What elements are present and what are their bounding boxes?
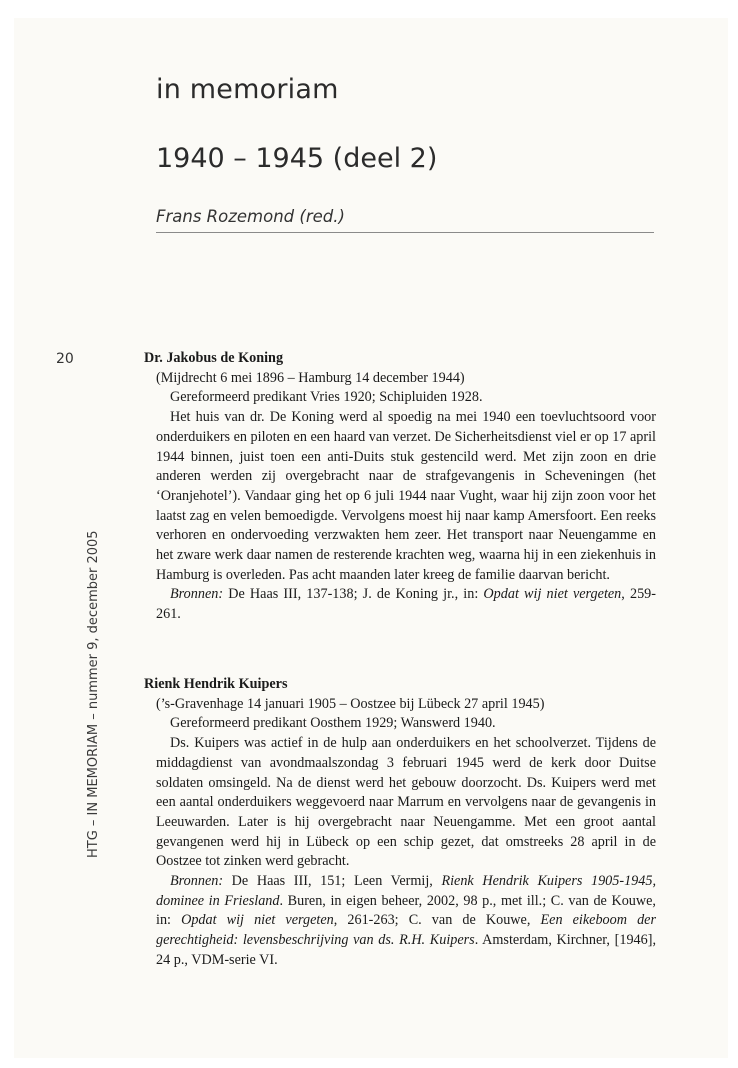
page-number: 20 bbox=[56, 351, 74, 367]
sources-label: Bronnen: bbox=[170, 873, 224, 890]
entry-body: Het huis van dr. De Koning werd al spoedig na mei 1940 een toevluchtsoord voor onderduikers en piloten en een haard van verzet. De Sicherheitsdienst viel er op 17 april 1944 binnen, juist toen een anti-Duits stuk gestencild werd. Met zijn zoon en drie anderen werden zij overgebracht naar de strafgevangenis in Scheveningen (het ‘Oranjehotel’). Vandaar ging het op 6 juli 1944 naar Vught, waar hij zijn zoon voor het laatst zag en velen bemoedigde. Vervolgens moest hij naar kamp Amersfoort. Een reeks verhoren en ondervoeding verzwakten hem zeer. Het transport naar Neuengamme en het zware werk daar namen de resterende krachten weg, waarna hij in een ziekenhuis in Hamburg is overleden. Pas acht maanden later kreeg de familie daarvan bericht. bbox=[156, 409, 656, 583]
article-title: 1940 – 1945 (deel 2) bbox=[156, 143, 438, 174]
title-rule bbox=[156, 232, 654, 233]
entry-body: Ds. Kuipers was actief in de hulp aan onderduikers en het schoolverzet. Tijdens de middagdienst van avondmaalszondag 3 februari 1945 werd de kerk door Duitse soldaten omsingeld. Na de dienst werd het gebouw doorzocht. Ds. Kuipers werd met een aantal onderduikers weggevoerd naar Marrum en vervolgens naar de gevangenis in Leeuwarden. Later is hij overgebracht naar Neuengamme. Met een groot aantal gevangenen werd hij in Lübeck op een schip gezet, dat omstreeks 28 april in de Oostzee tot zinken werd gebracht. bbox=[156, 735, 656, 870]
entry-sources bbox=[142, 872, 656, 971]
sources-title: Rienk Hendrik Kuipers 1905-1945, dominee in Friesland bbox=[156, 873, 657, 909]
entry-name: Rienk Hendrik Kuipers bbox=[144, 676, 288, 692]
entry-dates: (’s-Gravenhage 14 januari 1905 – Oostzee bij Lübeck 27 april 1945) bbox=[156, 695, 545, 712]
sources-text: . Amsterdam, Kirchner, [1946], 24 p., VDM-serie VI. bbox=[156, 932, 656, 968]
memorial-entry bbox=[142, 349, 656, 625]
entry-dates: (Mijdrecht 6 mei 1896 – Hamburg 14 december 1944) bbox=[156, 369, 465, 386]
memorial-entry bbox=[142, 675, 656, 971]
sources-title: Opdat wij niet vergeten bbox=[181, 912, 334, 929]
sources-text: De Haas III, 151; Leen Vermij, bbox=[231, 873, 433, 890]
section-label: in memoriam bbox=[156, 74, 339, 105]
sources-text: . Buren, in eigen beheer, 2002, 98 p., met ill.; C. van de Kouwe, in: bbox=[156, 892, 656, 929]
entry-name: Dr. Jakobus de Koning bbox=[144, 350, 284, 366]
entry-office: Gereformeerd predikant Oosthem 1929; Wanswerd 1940. bbox=[170, 715, 496, 732]
article-author: Frans Rozemond (red.) bbox=[156, 207, 345, 226]
sources-label: Bronnen: bbox=[170, 586, 224, 603]
sources-text: De Haas III, 137-138; J. de Koning jr., in: bbox=[228, 586, 479, 603]
entry-sources bbox=[142, 585, 656, 624]
running-head: HTG – IN MEMORIAM – nummer 9, december 2005 bbox=[86, 530, 101, 858]
sources-title: Opdat wij niet vergeten bbox=[483, 586, 622, 603]
sources-text: , 261-263; C. van de Kouwe, bbox=[333, 912, 531, 929]
sources-title: Een eikeboom der gerechtigheid: levensbeschrijving van ds. R.H. Kuipers bbox=[156, 912, 656, 949]
sources-text: , 259-261. bbox=[156, 586, 656, 623]
entry-office: Gereformeerd predikant Vries 1920; Schipluiden 1928. bbox=[170, 389, 483, 406]
